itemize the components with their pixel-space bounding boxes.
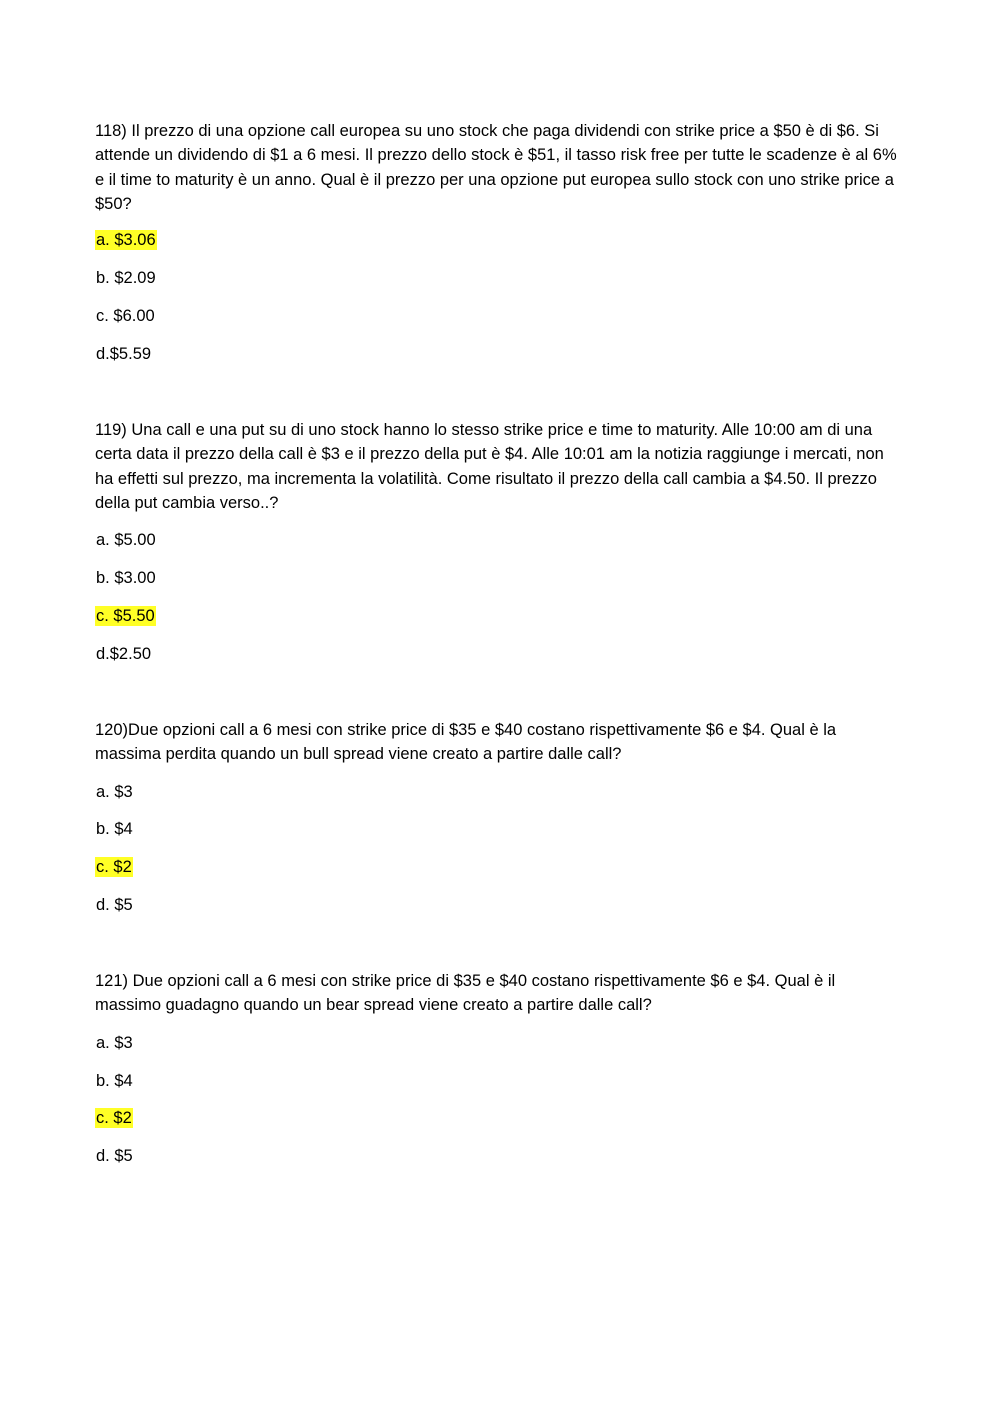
option-label: d. $5 [96,1147,133,1165]
question-text: 119) Una call e una put su di uno stock hanno lo stesso strike price e time to maturity. Alle 10:00 am di una certa data il prezzo della call è $3 e il prezzo della put è $4. Alle 10:01 am la notizia raggiunge i mercati, non ha effetti sul prezzo, ma incrementa la volatilità. Come risultato il prezzo della call cambia a $4.50. Il prezzo della put cambia verso..? [95,421,884,513]
option-a [95,782,134,802]
option-b [95,819,134,839]
option-a [95,230,157,250]
option-b [95,268,157,288]
option-d [95,895,134,915]
option-d [95,644,152,664]
option-d [95,1146,134,1166]
option-c [95,857,133,877]
option-c [95,1108,133,1128]
option-label: b. $2.09 [96,269,156,287]
option-b [95,1071,134,1091]
option-label: c. $2 [96,1109,132,1127]
option-label: c. $6.00 [96,307,155,325]
option-a [95,1033,134,1053]
question-text: 118) Il prezzo di una opzione call europea su uno stock che paga dividendi con strike price a $50 è di $6. Si attende un dividendo di $1 a 6 mesi. Il prezzo dello stock è $51, il tasso risk free per tutte le scadenze è al 6% e il time to maturity è un anno. Qual è il prezzo per una opzione put europea sullo stock con uno strike price a $50? [95,122,897,214]
question-120 [95,718,905,914]
question-text: 120)Due opzioni call a 6 mesi con strike price di $35 e $40 costano rispettivamente $6 e $4. Qual è la massima perdita quando un bull spread viene creato a partire dalle call? [95,721,837,764]
option-label: b. $3.00 [96,569,156,587]
option-label: a. $3 [96,1034,133,1052]
option-label: b. $4 [96,820,133,838]
option-label: c. $2 [96,858,132,876]
option-c [95,606,156,626]
question-119 [95,418,905,663]
option-label: d. $5 [96,896,133,914]
option-label: b. $4 [96,1072,133,1090]
question-121 [95,969,905,1165]
option-a [95,530,157,550]
option-b [95,568,157,588]
option-label: a. $3 [96,783,133,801]
question-text: 121) Due opzioni call a 6 mesi con strike price di $35 e $40 costano rispettivamente $6 e $4. Qual è il massimo guadagno quando un bear spread viene creato a partire dalle call? [95,972,836,1015]
option-label: d.$2.50 [96,645,152,663]
option-c [95,306,156,326]
option-label: a. $3.06 [96,231,156,249]
option-label: c. $5.50 [96,607,155,625]
option-d [95,344,152,364]
question-118 [95,119,905,363]
option-label: a. $5.00 [96,531,156,549]
option-label: d.$5.59 [96,345,152,363]
